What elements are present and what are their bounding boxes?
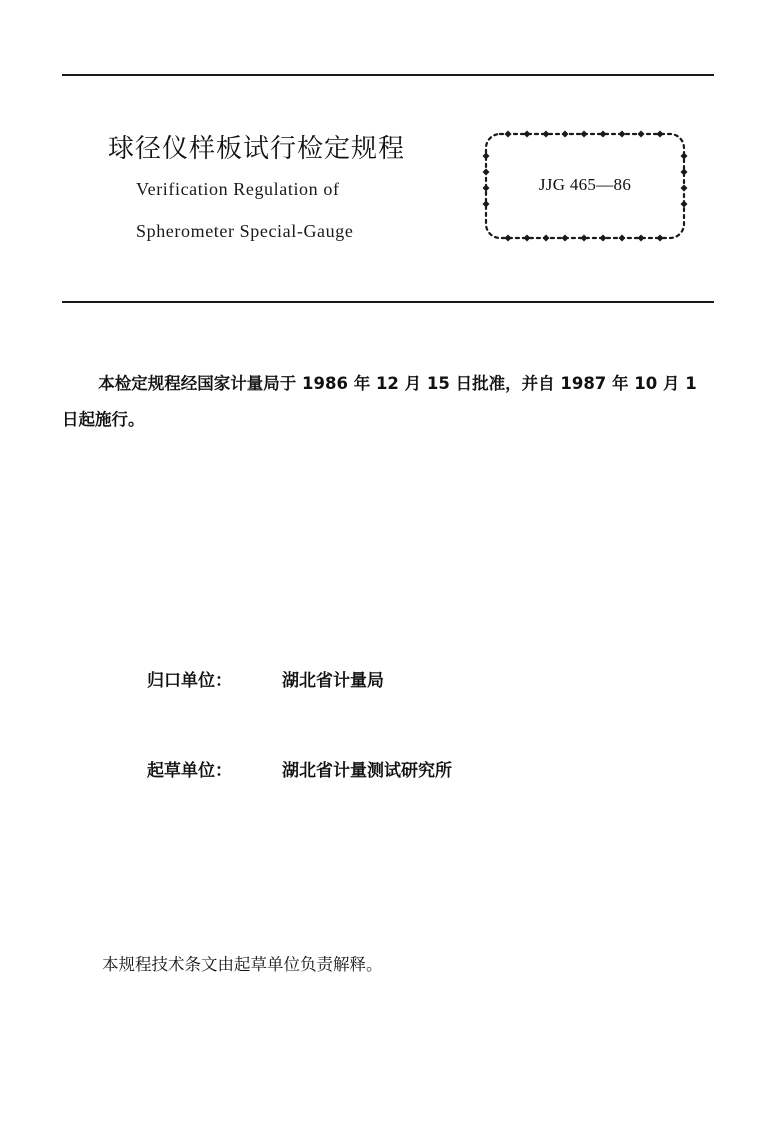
responsible-unit-value: 湖北省计量局 [282,671,384,691]
drafting-unit-value: 湖北省计量测试研究所 [282,761,452,781]
interpretation-note: 本规程技术条文由起草单位负责解释。 [102,955,383,974]
title-english-line1: Verification Regulation of [136,179,340,199]
top-rule [62,74,714,76]
approval-statement: 本检定规程经国家计量局于 1986 年 12 月 15 日批准，并自 1987 年 10 月 1 日起施行。 [62,374,697,429]
bottom-rule [62,301,714,303]
title-english-line2: Spherometer Special-Gauge [136,221,354,241]
regulation-code: JJG 465—86 [538,175,632,194]
responsible-unit-label: 归口单位： [147,671,232,691]
title-chinese: 球径仪样板试行检定规程 [108,134,406,164]
regulation-code-frame [480,128,690,244]
drafting-unit-label: 起草单位： [147,761,232,781]
